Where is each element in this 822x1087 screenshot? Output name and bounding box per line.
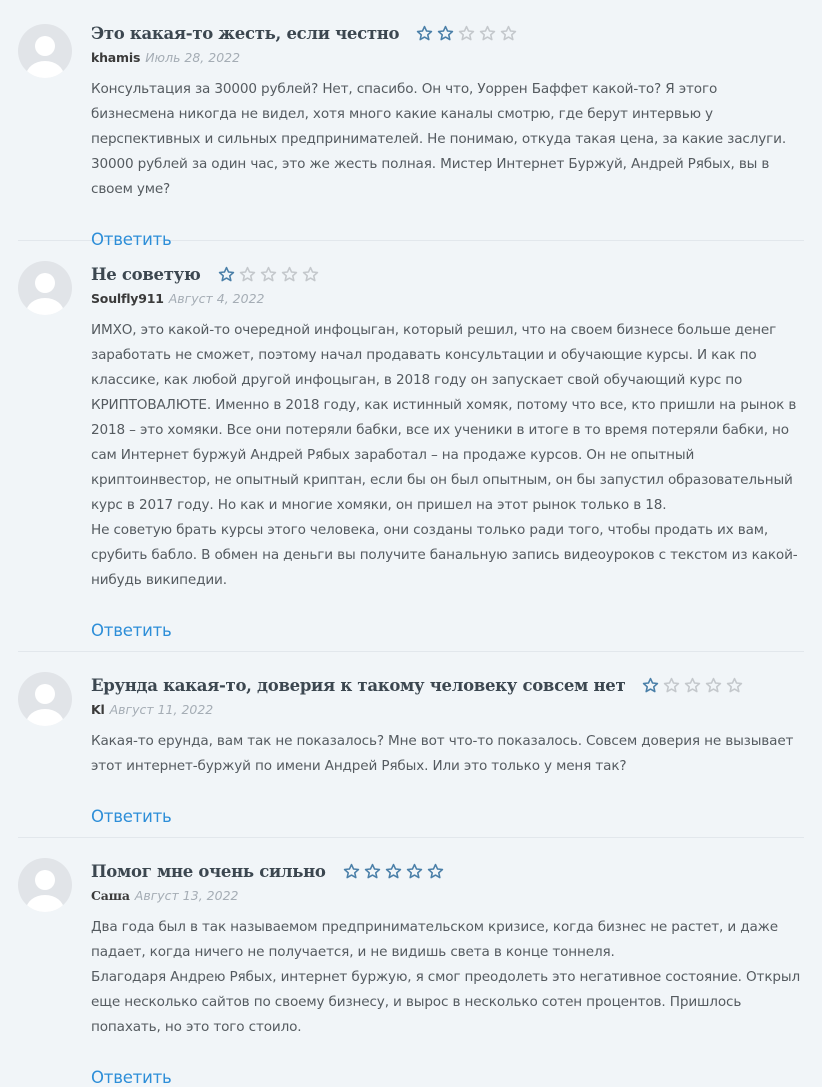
- comment-author[interactable]: Soulfly911: [91, 290, 164, 306]
- comment-author[interactable]: Саша: [91, 887, 130, 903]
- star-empty-icon: [281, 266, 298, 283]
- comment-title: Ерунда какая-то, доверия к такому человеку совсем нет: [91, 675, 626, 695]
- avatar[interactable]: [18, 24, 72, 78]
- reply-link[interactable]: Ответить: [91, 1068, 172, 1087]
- comment-item: [18, 241, 804, 652]
- star-empty-icon: [239, 266, 256, 283]
- star-empty-icon: [458, 25, 475, 42]
- star-empty-icon: [302, 266, 319, 283]
- star-filled-icon: [406, 863, 423, 880]
- star-filled-icon: [343, 863, 360, 880]
- rating-stars: [218, 266, 323, 283]
- rating-stars: [343, 863, 448, 880]
- rating-stars: [642, 677, 747, 694]
- comment-text: [91, 77, 804, 202]
- comment-date: Август 4, 2022: [168, 290, 265, 306]
- comment-paragraph: ИМХО, это какой-то очередной инфоцыган, который решил, что на своем бизнесе больше денег заработать не сможет, поэтому начал продавать консультации и обучающие курсы. И как по классике, как любой другой инфоцыган, в 2018 году он запускает свой обучающий курс по КРИПТОВАЛЮТЕ. Именно в 2018 году, как истинный хомяк, потому что все, кто пришли на рынок в 2018 – это хомяки. Все они потеряли бабки, все их ученики в итоге в то время потеряли бабки, но сам Интернет буржуй Андрей Рябых заработал – на продаже курсов. Он не опытный криптоинвестор, не опытный криптан, если бы он был опытным, он бы запустил образовательный курс в 2017 году. Но как и многие хомяки, он пришел на этот рынок только в 18.: [91, 322, 797, 513]
- comment-title: Помог мне очень сильно: [91, 861, 326, 881]
- reply-link[interactable]: Ответить: [91, 621, 172, 640]
- star-filled-icon: [437, 25, 454, 42]
- avatar[interactable]: [18, 261, 72, 315]
- star-filled-icon: [364, 863, 381, 880]
- comment-author[interactable]: khamis: [91, 49, 141, 65]
- user-silhouette-icon: [18, 261, 72, 315]
- star-filled-icon: [416, 25, 433, 42]
- star-empty-icon: [260, 266, 277, 283]
- comment-paragraph: Благодаря Андрею Рябых, интернет буржую, я смог преодолеть это негативное состояние. Открыл еще несколько сайтов по своему бизнесу, и вырос в несколько сотен процентов. Пришлось попахать, но это того стоило.: [91, 969, 800, 1035]
- user-silhouette-icon: [18, 858, 72, 912]
- comment-title: Не советую: [91, 264, 201, 284]
- comment-paragraph: Какая-то ерунда, вам так не показалось? Мне вот что-то показалось. Совсем доверия не вызывает этот интернет-буржуй по имени Андрей Рябых. Или это только у меня так?: [91, 733, 794, 774]
- star-filled-icon: [642, 677, 659, 694]
- comment-paragraph: Не советую брать курсы этого человека, они созданы только ради того, чтобы продать их вам, срубить бабло. В обмен на деньги вы получите банальную запись видеоуроков с текстом из какой-нибудь википедии.: [91, 522, 798, 588]
- star-filled-icon: [385, 863, 402, 880]
- star-empty-icon: [684, 677, 701, 694]
- avatar[interactable]: [18, 672, 72, 726]
- comment-item: [18, 0, 804, 249]
- rating-stars: [416, 25, 521, 42]
- reply-link[interactable]: Ответить: [91, 807, 172, 826]
- user-silhouette-icon: [18, 672, 72, 726]
- comment-item: [18, 838, 804, 1087]
- comment-item: [18, 652, 804, 838]
- avatar[interactable]: [18, 858, 72, 912]
- comment-paragraph: Консультация за 30000 рублей? Нет, спасибо. Он что, Уоррен Баффет какой-то? Я этого бизнесмена никогда не видел, хотя много какие каналы смотрю, где берут интервью у перспективных и сильных предпринимателей. Не понимаю, откуда такая цена, за какие заслуги. 30000 рублей за один час, это же жесть полная. Мистер Интернет Буржуй, Андрей Рябых, вы в своем уме?: [91, 81, 786, 197]
- user-silhouette-icon: [18, 24, 72, 78]
- star-empty-icon: [726, 677, 743, 694]
- star-empty-icon: [705, 677, 722, 694]
- comment-text: [91, 318, 804, 593]
- star-empty-icon: [663, 677, 680, 694]
- comment-paragraph: Два года был в так называемом предпринимательском кризисе, когда бизнес не растет, и даже падает, когда ничего не получается, и не видишь света в конце тоннеля.: [91, 919, 778, 960]
- star-empty-icon: [479, 25, 496, 42]
- comment-text: [91, 915, 804, 1040]
- comment-date: Август 13, 2022: [134, 887, 239, 903]
- star-filled-icon: [427, 863, 444, 880]
- star-empty-icon: [500, 25, 517, 42]
- reply-link[interactable]: Ответить: [91, 230, 172, 249]
- comment-author[interactable]: Kl: [91, 701, 105, 717]
- comment-date: Июль 28, 2022: [145, 49, 241, 65]
- star-filled-icon: [218, 266, 235, 283]
- comment-date: Август 11, 2022: [109, 701, 214, 717]
- comment-title: Это какая-то жесть, если честно: [91, 23, 400, 43]
- comment-text: [91, 729, 804, 779]
